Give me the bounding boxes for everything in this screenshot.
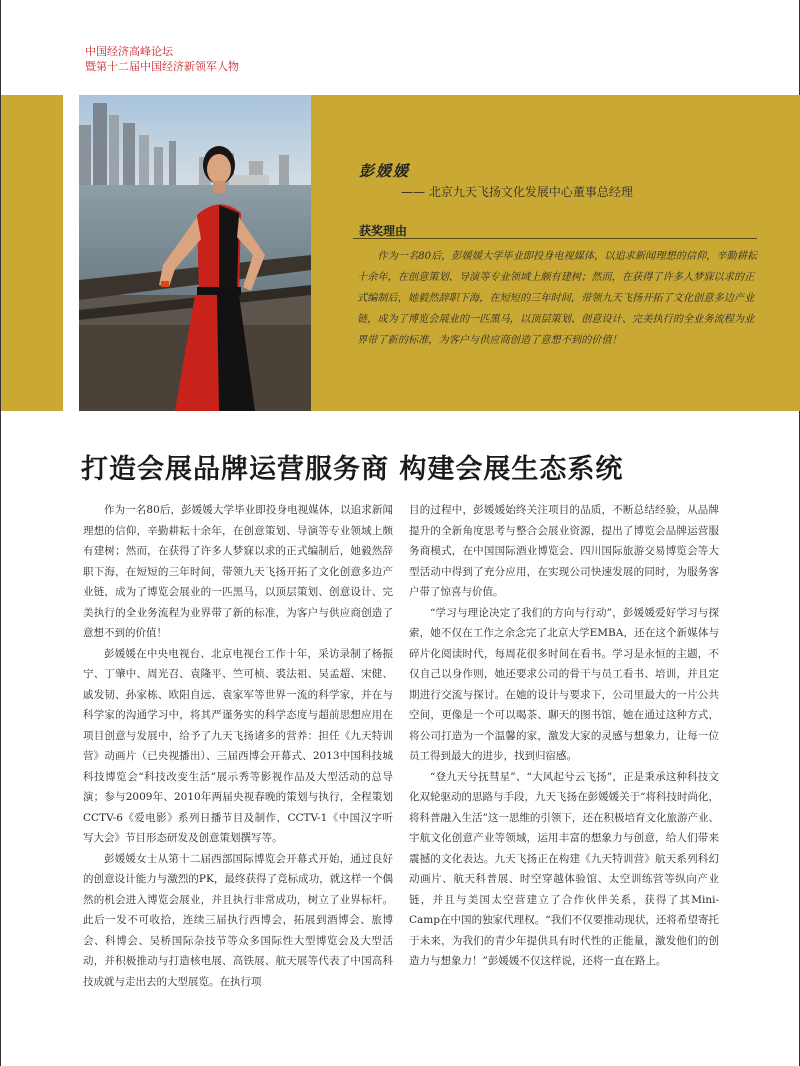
- award-heading: 获奖理由: [359, 224, 408, 238]
- paragraph: 目的过程中，彭媛媛始终关注项目的品质，不断总结经验，从品牌提升的全新角度思考与整合会展业资源，提出了博览会品牌运营服务商模式，在中国国际酒业博览会、四川国际旅游交易博览会等大型活动中得到了充分应用，在实现公司快速发展的同时，为服务客户带了惊喜与价值。: [409, 504, 719, 598]
- award-text: 作为一名80后，彭媛媛大学毕业即投身电视媒体，以追求新闻理想的信仰，辛勤耕耘十余年，在创意策划、导演等专业领域上颇有建树；然而，在获得了许多人梦寐以求的正式编制后，她毅然辞职下海，在短短的三年时间，带领九天飞扬开拓了文化创意多边产业链，成为了博览会展业的一匹黑马，以顶层策划、创意设计、完美执行的全业务流程为业界带了新的标准，为客户与供应商创造了意想不到的价值！: [357, 251, 758, 346]
- paragraph: “学习与理论决定了我们的方向与行动”，彭媛媛爱好学习与探索，她不仅在工作之余念完了北京大学EMBA，还在这个新媒体与碎片化阅读时代，每周花很多时间在看书。学习是永恒的主题，不仅自己以身作则，她还要求公司的骨干与员工看书、培训，并且定期进行交流与探讨。在她的设计与要求下，公司里最大的一片公共空间，更像是一个可以喝茶、聊天的图书馆，她在通过这种方式，将公司打造为一个温馨的家，激发大家的灵感与想象力，让每一位员工得到最大的进步，找到归宿感。: [409, 606, 719, 762]
- paragraph: 彭媛媛在中央电视台、北京电视台工作十年，采访录制了杨振宁、丁肇中、周光召、袁隆平、竺可桢、裘法祖、吴孟超、宋健、戚发韧、孙家栋、欧阳自远、袁家军等世界一流的科学家，并在与科学家的沟通学习中，将其严谨务实的科学态度与超前思想应用在项目创意与发展中，给予了九天飞扬诸多的营养：担任《九天特训营》动画片（已央视播出）、三届西博会开幕式、2013中国科技城科技博览会“科技改变生活”展示秀等影视作品及大型活动的总导演；参与2009年、2010年两届央视春晚的策划与执行，全程策划CCTV-6《爱电影》系列日播节目及制作，CCTV-1《中国汉字听写大会》节目形态研发及创意策划撰写等。: [83, 647, 393, 844]
- band-gap: [63, 95, 79, 411]
- person-name: 彭媛媛: [359, 162, 411, 180]
- article-column-left: [83, 500, 393, 992]
- paragraph: “登九天兮抚彗星”、“大风起兮云飞扬”，正是秉承这种科技文化双轮驱动的思路与手段，九天飞扬在彭媛媛关于“将科技时尚化，将科普融入生活”这一思维的引领下，还在积极培育文化旅游产业、宇航文化创意产业等领域，运用丰富的想象力与创意，给人们带来震撼的文化表达。九天飞扬正在构建《九天特训营》航天系列科幻动画片、航天科普展、时空穿越体验馆、太空训练营等纵向产业链，并且与美国太空营建立了合作伙伴关系，获得了其Mini-Camp在中国的独家代理权。“我们不仅要推动现状，还将希望寄托于未来，为我们的青少年提供具有时代性的正能量，激发他们的创造力与想象力！”彭媛媛不仅这样说，还将一直在路上。: [409, 770, 719, 967]
- page-header: [85, 44, 239, 74]
- portrait-photo: [79, 95, 311, 411]
- header-line-2: 暨第十二届中国经济新领军人物: [85, 60, 239, 73]
- person-title: —— 北京九天飞扬文化发展中心董事总经理: [401, 185, 633, 199]
- paragraph: 彭媛媛女士从第十二届西部国际博览会开幕式开始，通过良好的创意设计能力与激烈的PK，最终获得了竞标成功，就这样一个偶然的机会进入博览会展业，并且执行非常成功，树立了业界标杆。此后一发不可收拾，连续三届执行西博会，拓展到酒博会、旅博会、科博会、吴桥国际杂技节等众多国际性大型博览会及大型活动，并积极推动与打造核电展、高铁展、航天展等代表了中国高科技成就与走出去的大型展览。在执行项: [83, 852, 393, 988]
- article-title: 打造会展品牌运营服务商 构建会展生态系统: [81, 454, 624, 485]
- award-divider: [353, 238, 757, 239]
- paragraph: 作为一名80后，彭媛媛大学毕业即投身电视媒体，以追求新闻理想的信仰，辛勤耕耘十余年，在创意策划、导演等专业领域上颇有建树；然而，在获得了许多人梦寐以求的正式编制后，她毅然辞职下海，在短短的三年时间，带领九天飞扬开拓了文化创意多边产业链，成为了博览会展业的一匹黑马，以顶层策划、创意设计、完美执行的全业务流程为业界带了新的标准，为客户与供应商创造了意想不到的价值！: [83, 504, 393, 639]
- header-line-1: 中国经济高峰论坛: [85, 45, 173, 58]
- article-column-right: [409, 500, 719, 972]
